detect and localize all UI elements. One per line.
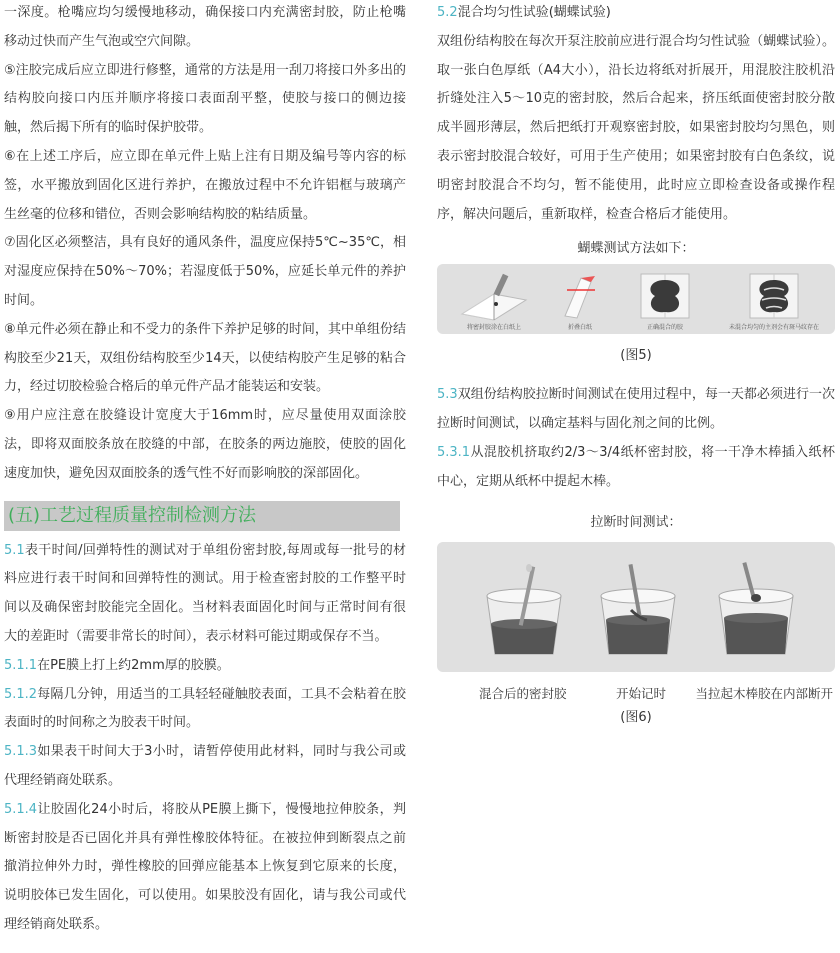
paragraph-step-9: ⑨用户应注意在胶缝设计宽度大于16mm时，应尽量使用双面涂胶法，即将双面胶条放在胶缝的中部，在胶条的两边施胶，使胶的固化速度加快，避免因双面胶条的透气性不好而影响胶的深部固化。 — [4, 408, 406, 481]
good-mix-icon — [637, 270, 693, 322]
figure-5-caption: (图5) — [620, 348, 652, 364]
paragraph-5-1-2 — [4, 681, 406, 739]
paragraph-text: 表干时间/回弹特性的测试对于单组份密封胶,每周或每一批号的材料应进行表干时间和回弹特性的测试。用于检查密封胶的工作整平时间以及确保密封胶能完全固化。当材料表面固化时间与正常时间有很大的差距时（需要非常长的时间），表示材料可能过期或保存不当。 — [4, 542, 406, 644]
paragraph-step-8: ⑧单元件必须在静止和不受力的条件下养护足够的时间，其中单组份结构胶至少21天，双组份结构胶至少14天，以使结构胶产生足够的粘合力，经过切胶检验合格后的单元件产品才能装运和安装。 — [4, 321, 406, 395]
cup-1 — [479, 562, 569, 666]
section-number: 5.3 — [437, 387, 458, 403]
fig6-label-start: 开始记时 — [615, 685, 666, 701]
figure-6-caption: (图6) — [620, 709, 652, 725]
paragraph-step-7: ⑦固化区必须整洁，具有良好的通风条件，温度应保持5℃~35℃，相对湿度应保持在50%～70%；若湿度低于50%，应延长单元件的养护时间。 — [4, 235, 406, 308]
paragraph-nozzle: 一深度。枪嘴应均匀缓慢地移动，确保接口内充满密封胶，防止枪嘴移动过快而产生气泡或空穴间隙。 — [4, 5, 406, 49]
section-number: 5.2 — [437, 5, 458, 20]
left-column — [4, 0, 406, 940]
figure-6-labels — [437, 684, 835, 702]
cup-2 — [593, 562, 683, 666]
paragraph-5-3 — [437, 381, 835, 439]
fig6-label-mixed: 混合后的密封胶 — [479, 685, 567, 701]
fig5-step-4 — [715, 270, 833, 331]
cup-start-timing-icon — [593, 562, 683, 662]
paragraph-text: 让胶固化24小时后，将胶从PE膜上撕下，慢慢地拉伸胶条，判断密封胶是否已固化并具有弹性橡胶体特征。在被拉伸到断裂点之前撤消拉伸外力时，弹性橡胶的回弹应能基本上恢复到它原来的长度，说明胶体已发生固化，可以使用。如果胶没有固化，请与我公司或代理经销商处联系。 — [4, 801, 406, 932]
figure-6-pull-test — [437, 542, 835, 672]
paragraph-5-1-1 — [4, 652, 406, 681]
paragraph-text: 如果表干时间大于3小时，请暂停使用此材料，同时与我公司或代理经销商处联系。 — [4, 744, 406, 788]
fig5-label: 未混合均匀的主剂会有斑马纹存在 — [728, 324, 819, 332]
paragraph-step-6: ⑥在上述工序后，应立即在单元件上贴上注有日期及编号等内容的标签，水平搬放到固化区进行养护，在搬放过程中不允许铝框与玻璃产生丝毫的位移和错位，否则会影响结构胶的粘结质量。 — [4, 148, 406, 222]
paper-glue-icon — [454, 270, 534, 322]
heading-text: 混合均匀性试验(蝴蝶试验) — [457, 5, 611, 20]
figure-5-butterfly-test — [437, 264, 835, 334]
fig5-step-2 — [545, 270, 615, 331]
paragraph-5-1 — [4, 537, 406, 652]
paragraph-text: 双组份结构胶拉断时间测试在使用过程中，每一天都必须进行一次拉断时间测试，以确定基料与固化剂之间的比例。 — [437, 387, 835, 432]
section-number: 5.1.1 — [4, 657, 38, 673]
cup-mixed-sealant-icon — [479, 562, 569, 662]
section-number: 5.1.3 — [4, 744, 38, 760]
paragraph-text: 从混胶机挤取约2/3～3/4纸杯密封胶，将一干净木棒插入纸杯中心，定期从纸杯中提起木棒。 — [437, 444, 835, 489]
section-number: 5.1 — [4, 542, 25, 558]
section-title: (五)工艺过程质量控制检测方法 — [8, 504, 257, 526]
figure-6-heading: 拉断时间测试： — [590, 514, 682, 530]
section-heading-bar — [4, 501, 400, 531]
paragraph-text: 在PE膜上打上约2mm厚的胶膜。 — [37, 657, 230, 673]
fig5-label: 正确混合的胶 — [646, 324, 683, 332]
section-number: 5.1.4 — [4, 801, 38, 817]
paragraph-5-1-4 — [4, 796, 406, 940]
section-number: 5.3.1 — [437, 444, 471, 460]
fig5-step-3 — [625, 270, 705, 331]
paragraph-5-2: 双组份结构胶在每次开泵注胶前应进行混合均匀性试验（蝴蝶试验）。取一张白色厚纸（A4大小），沿长边将纸对折展开，用混胶注胶机沿折缝处注入5～10克的密封胶，然后合起来，挤压纸面使密封胶分散成半圆形薄层，然后把纸打开观察密封胶，如果密封胶均匀黑色，则表示密封胶混合较好，可用于生产使用；如果密封胶有白色条纹，说明密封胶混合不均匀，暂不能使用，此时应立即检查设备或操作程序，解决问题后，重新取样，检查合格后才能使用。 — [437, 33, 835, 222]
cup-break-inside-icon — [711, 562, 801, 662]
folded-paper-icon — [555, 270, 605, 322]
fig5-step-1 — [449, 270, 539, 331]
cup-3 — [711, 562, 801, 666]
figure-5-heading: 蝴蝶测试方法如下： — [577, 241, 695, 257]
paragraph-5-1-3 — [4, 738, 406, 796]
section-number: 5.1.2 — [4, 686, 38, 702]
fig5-label: 将密封胶涂在白纸上 — [466, 324, 521, 332]
bad-mix-icon — [746, 270, 802, 322]
heading-5-2 — [437, 0, 835, 28]
paragraph-text: 每隔几分钟，用适当的工具轻轻碰触胶表面，工具不会粘着在胶表面时的时间称之为胶表干时间。 — [4, 686, 406, 731]
paragraph-step-5: ⑤注胶完成后应立即进行修整，通常的方法是用一刮刀将接口外多出的结构胶向接口内压并顺序将接口表面刮平整，使胶与接口的侧边接触，然后揭下所有的临时保护胶带。 — [4, 62, 406, 136]
fig5-label: 折叠白纸 — [567, 324, 592, 332]
fig6-label-break: 当拉起木棒胶在内部断开 — [695, 685, 833, 701]
paragraph-5-3-1 — [437, 439, 835, 497]
right-column — [437, 0, 835, 725]
